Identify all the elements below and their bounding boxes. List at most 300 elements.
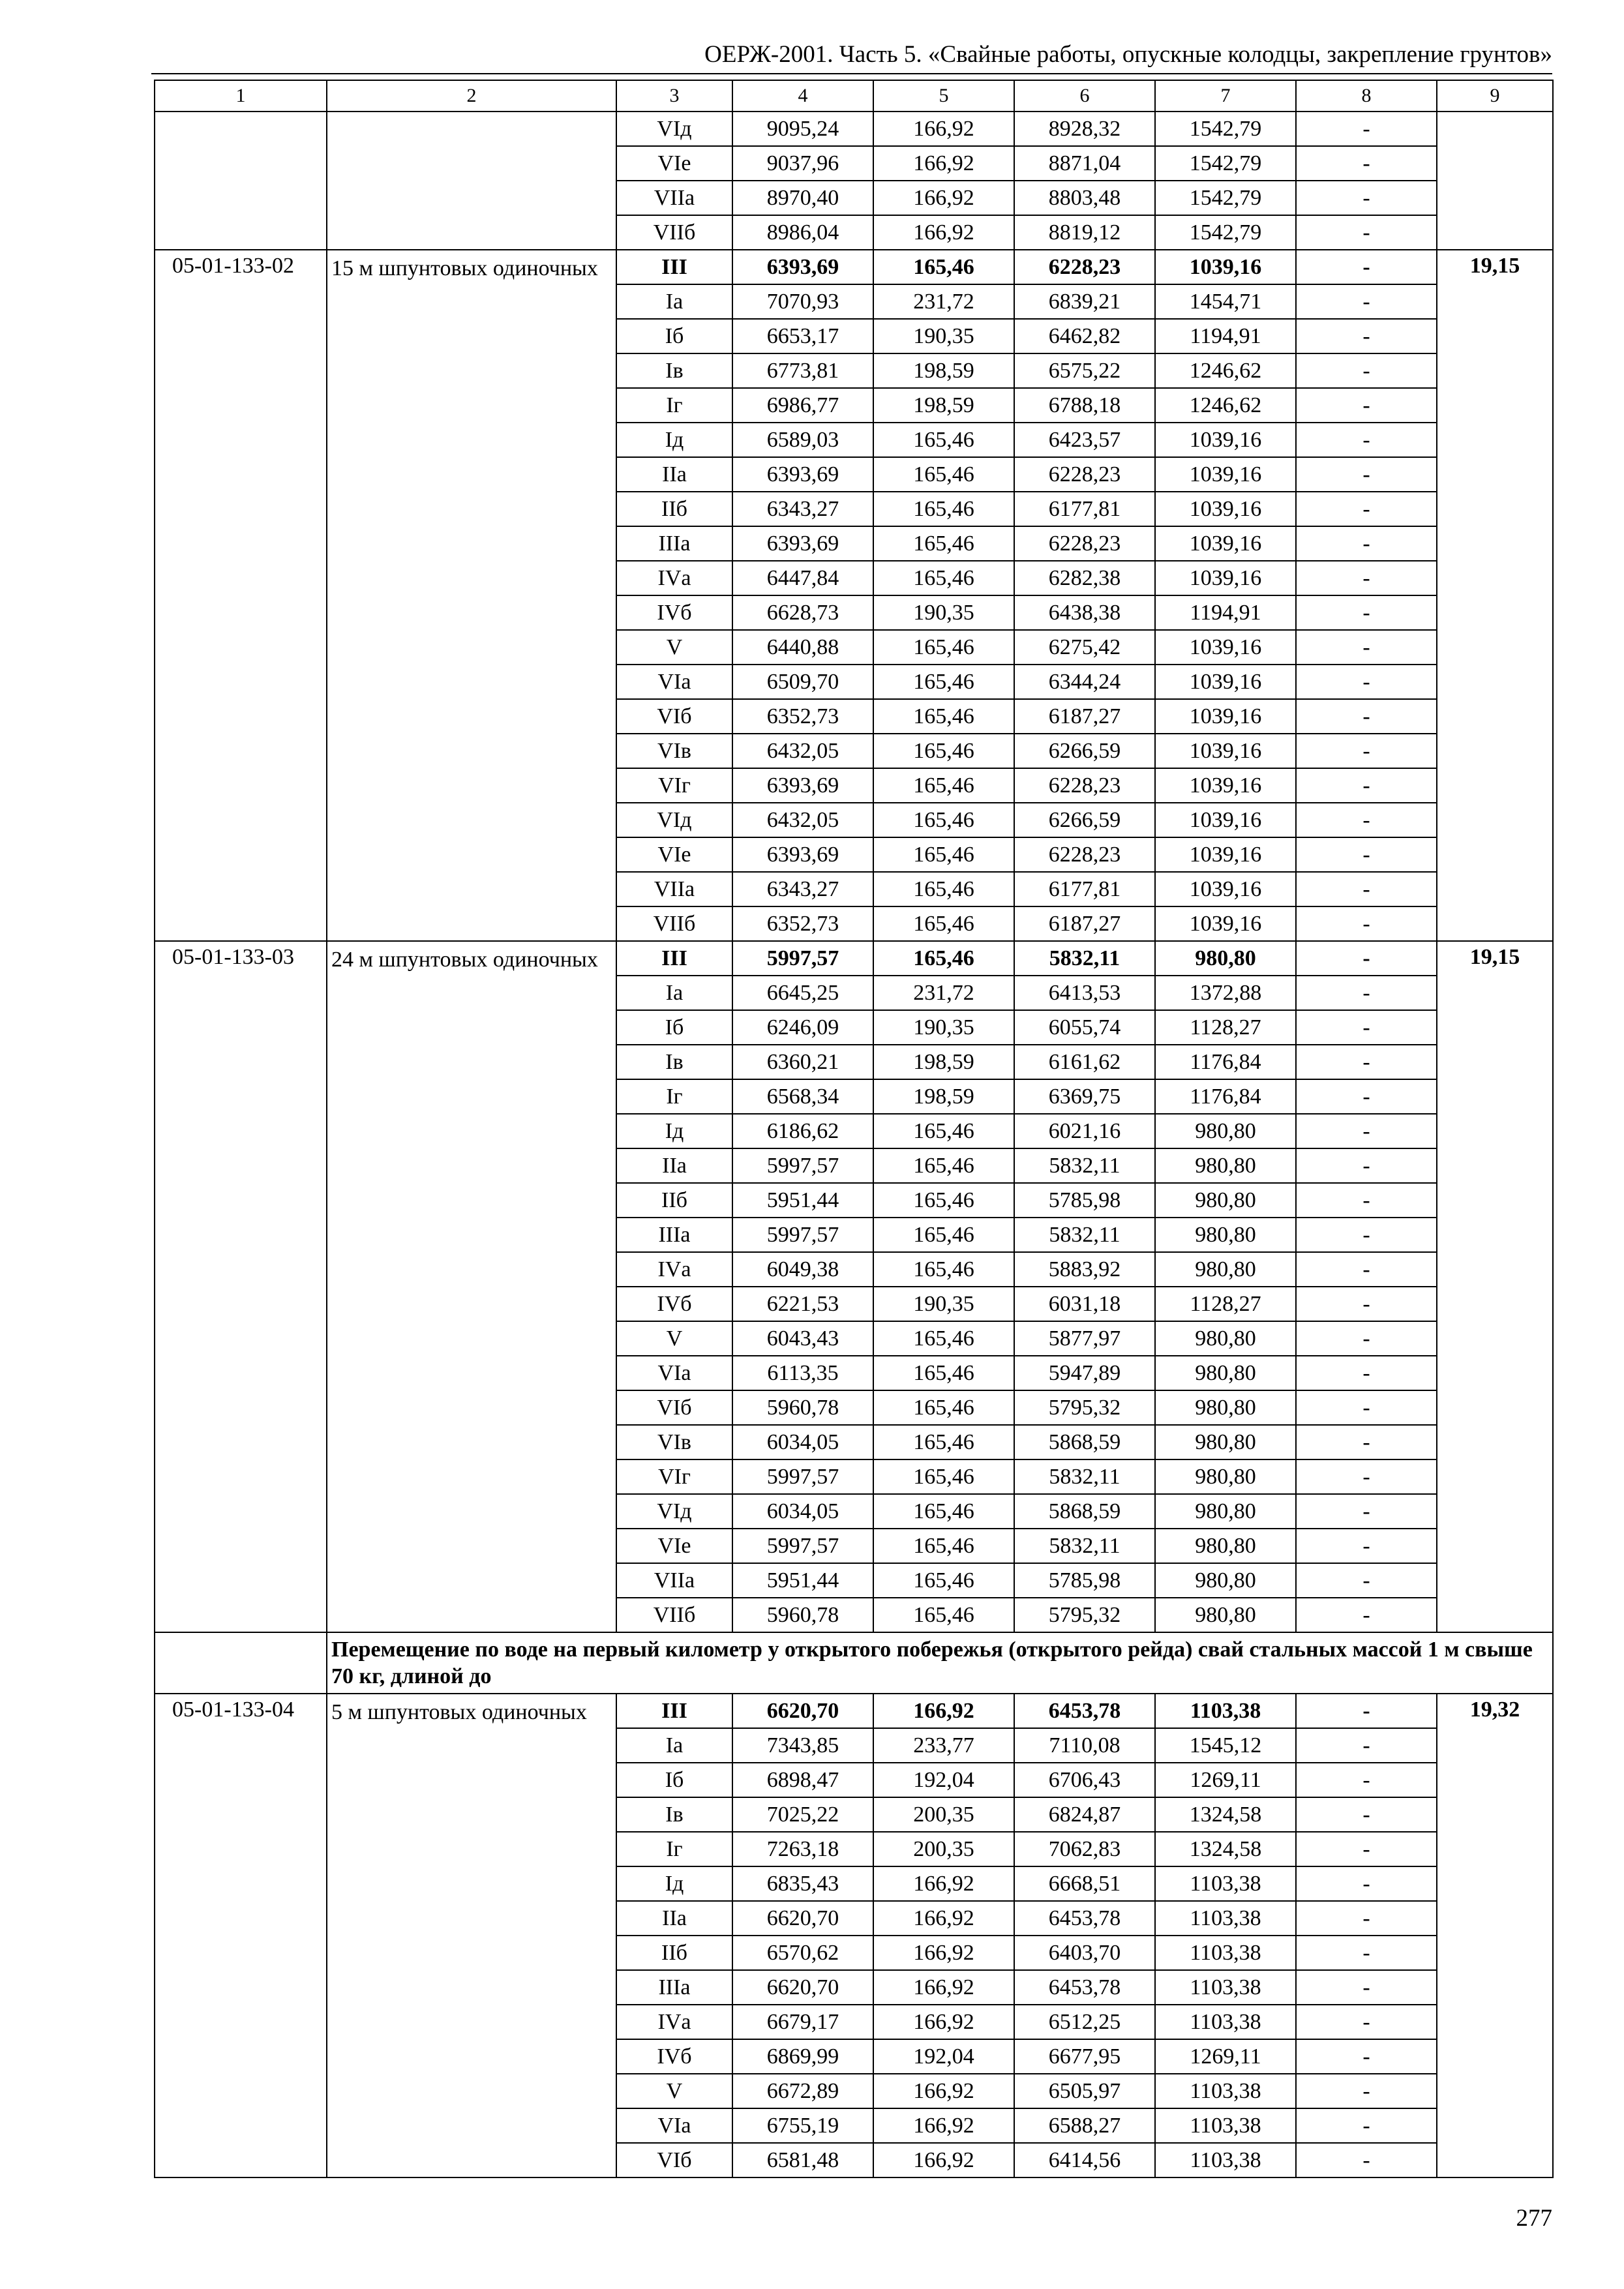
- total-cost: 9037,96: [732, 146, 873, 181]
- zone-code: IVб: [616, 1287, 732, 1321]
- materials-cost: -: [1296, 906, 1437, 941]
- materials-cost: -: [1296, 1529, 1437, 1563]
- machine-cost: 6282,38: [1014, 561, 1155, 595]
- machine-cost: 6228,23: [1014, 250, 1155, 284]
- materials-cost: -: [1296, 1936, 1437, 1970]
- zone-code: VIе: [616, 146, 732, 181]
- zone-code: Iа: [616, 284, 732, 319]
- zone-code: VIа: [616, 665, 732, 699]
- machine-cost: 5832,11: [1014, 1218, 1155, 1252]
- zone-code: Iв: [616, 353, 732, 388]
- machine-cost: 6505,97: [1014, 2074, 1155, 2108]
- column-number: 3: [616, 80, 732, 112]
- zone-code: Iа: [616, 1728, 732, 1763]
- materials-cost: -: [1296, 1252, 1437, 1287]
- materials-cost: -: [1296, 1114, 1437, 1148]
- machine-cost: 5877,97: [1014, 1321, 1155, 1356]
- materials-cost: -: [1296, 837, 1437, 872]
- driver-wages: 980,80: [1155, 1494, 1296, 1529]
- labor-wages: 192,04: [873, 2039, 1014, 2074]
- labor-wages: 165,46: [873, 526, 1014, 561]
- driver-wages: 1039,16: [1155, 734, 1296, 768]
- zone-code: VIб: [616, 699, 732, 734]
- machine-cost: 6266,59: [1014, 734, 1155, 768]
- driver-wages: 1039,16: [1155, 492, 1296, 526]
- driver-wages: 980,80: [1155, 1218, 1296, 1252]
- zone-code: III: [616, 250, 732, 284]
- zone-code: VIIб: [616, 1598, 732, 1632]
- machine-cost: 5868,59: [1014, 1494, 1155, 1529]
- driver-wages: 1039,16: [1155, 906, 1296, 941]
- materials-cost: -: [1296, 1728, 1437, 1763]
- header-rule: [151, 73, 1552, 74]
- labor-wages: 165,46: [873, 1321, 1014, 1356]
- materials-cost: -: [1296, 734, 1437, 768]
- total-cost: 6568,34: [732, 1079, 873, 1114]
- driver-wages: 980,80: [1155, 1114, 1296, 1148]
- labor-wages: 165,46: [873, 1183, 1014, 1218]
- materials-cost: -: [1296, 699, 1437, 734]
- driver-wages: 1246,62: [1155, 388, 1296, 423]
- table-row: [155, 941, 1553, 976]
- document-header: ОЕРЖ-2001. Часть 5. «Свайные работы, опускные колодцы, закрепление грунтов»: [704, 41, 1552, 68]
- total-cost: 6645,25: [732, 976, 873, 1010]
- labor-wages: 165,46: [873, 1459, 1014, 1494]
- total-cost: 6049,38: [732, 1252, 873, 1287]
- zone-code: VIIа: [616, 872, 732, 906]
- total-cost: 6570,62: [732, 1936, 873, 1970]
- labor-wages: 165,46: [873, 1356, 1014, 1390]
- zone-code: VIв: [616, 734, 732, 768]
- labor-wages: 165,46: [873, 457, 1014, 492]
- materials-cost: -: [1296, 561, 1437, 595]
- labor-wages: 166,92: [873, 2108, 1014, 2143]
- labor-wages: 166,92: [873, 181, 1014, 215]
- machine-cost: 6369,75: [1014, 1079, 1155, 1114]
- column-number: 8: [1296, 80, 1437, 112]
- zone-code: VIIа: [616, 181, 732, 215]
- driver-wages: 1542,79: [1155, 215, 1296, 250]
- materials-cost: -: [1296, 1970, 1437, 2005]
- materials-cost: -: [1296, 353, 1437, 388]
- total-cost: 6440,88: [732, 630, 873, 665]
- zone-code: VIв: [616, 1425, 732, 1459]
- labor-wages: 166,92: [873, 215, 1014, 250]
- materials-cost: -: [1296, 2005, 1437, 2039]
- zone-code: IIб: [616, 1936, 732, 1970]
- total-cost: 6432,05: [732, 734, 873, 768]
- zone-code: III: [616, 941, 732, 976]
- machine-cost: 5832,11: [1014, 1148, 1155, 1183]
- materials-cost: -: [1296, 1356, 1437, 1390]
- total-cost: 6672,89: [732, 2074, 873, 2108]
- labor-wages: 166,92: [873, 2005, 1014, 2039]
- driver-wages: 980,80: [1155, 1563, 1296, 1598]
- driver-wages: 1324,58: [1155, 1832, 1296, 1866]
- materials-cost: -: [1296, 284, 1437, 319]
- total-cost: 6393,69: [732, 526, 873, 561]
- labor-wages: 166,92: [873, 1901, 1014, 1936]
- table-row: [155, 1694, 1553, 1728]
- machine-cost: 6788,18: [1014, 388, 1155, 423]
- total-cost: 6509,70: [732, 665, 873, 699]
- machine-cost: 5947,89: [1014, 1356, 1155, 1390]
- total-cost: 7343,85: [732, 1728, 873, 1763]
- zone-code: VIе: [616, 837, 732, 872]
- materials-cost: -: [1296, 492, 1437, 526]
- total-cost: 5960,78: [732, 1598, 873, 1632]
- total-cost: 6352,73: [732, 699, 873, 734]
- materials-cost: -: [1296, 388, 1437, 423]
- labor-hours: 19,15: [1437, 941, 1553, 1632]
- driver-wages: 1039,16: [1155, 423, 1296, 457]
- driver-wages: 1128,27: [1155, 1010, 1296, 1045]
- materials-cost: -: [1296, 595, 1437, 630]
- labor-wages: 166,92: [873, 1936, 1014, 1970]
- total-cost: 6186,62: [732, 1114, 873, 1148]
- work-name: 5 м шпунтовых одиночных: [327, 1694, 616, 2177]
- column-number: 4: [732, 80, 873, 112]
- labor-wages: 165,46: [873, 1114, 1014, 1148]
- rate-code: 05-01-133-03: [155, 941, 327, 1632]
- driver-wages: 1324,58: [1155, 1797, 1296, 1832]
- labor-hours: 19,15: [1437, 250, 1553, 941]
- labor-wages: 165,46: [873, 1218, 1014, 1252]
- machine-cost: 5832,11: [1014, 1459, 1155, 1494]
- labor-wages: 165,46: [873, 1425, 1014, 1459]
- machine-cost: 8803,48: [1014, 181, 1155, 215]
- materials-cost: -: [1296, 2108, 1437, 2143]
- zone-code: Iд: [616, 423, 732, 457]
- zone-code: Iд: [616, 1866, 732, 1901]
- machine-cost: 6344,24: [1014, 665, 1155, 699]
- driver-wages: 1039,16: [1155, 837, 1296, 872]
- labor-wages: 190,35: [873, 1287, 1014, 1321]
- machine-cost: 6824,87: [1014, 1797, 1155, 1832]
- materials-cost: -: [1296, 181, 1437, 215]
- driver-wages: 1545,12: [1155, 1728, 1296, 1763]
- section-row: [155, 1632, 1553, 1694]
- labor-hours: [1437, 112, 1553, 250]
- labor-wages: 165,46: [873, 734, 1014, 768]
- driver-wages: 980,80: [1155, 1529, 1296, 1563]
- driver-wages: 1103,38: [1155, 1694, 1296, 1728]
- labor-wages: 198,59: [873, 353, 1014, 388]
- total-cost: 8986,04: [732, 215, 873, 250]
- zone-code: IIб: [616, 492, 732, 526]
- driver-wages: 980,80: [1155, 1252, 1296, 1287]
- total-cost: 6628,73: [732, 595, 873, 630]
- materials-cost: -: [1296, 1045, 1437, 1079]
- zone-code: IIа: [616, 457, 732, 492]
- zone-code: IIIа: [616, 1218, 732, 1252]
- labor-wages: 233,77: [873, 1728, 1014, 1763]
- materials-cost: -: [1296, 526, 1437, 561]
- labor-wages: 165,46: [873, 768, 1014, 803]
- driver-wages: 980,80: [1155, 941, 1296, 976]
- zone-code: VIг: [616, 1459, 732, 1494]
- labor-wages: 231,72: [873, 976, 1014, 1010]
- column-number: 7: [1155, 80, 1296, 112]
- materials-cost: -: [1296, 1425, 1437, 1459]
- rate-code: 05-01-133-02: [155, 250, 327, 941]
- zone-code: VIа: [616, 2108, 732, 2143]
- machine-cost: 6423,57: [1014, 423, 1155, 457]
- table-body: [155, 80, 1553, 2177]
- zone-code: V: [616, 2074, 732, 2108]
- total-cost: 6043,43: [732, 1321, 873, 1356]
- total-cost: 5997,57: [732, 1218, 873, 1252]
- driver-wages: 1103,38: [1155, 2108, 1296, 2143]
- labor-wages: 165,46: [873, 250, 1014, 284]
- work-name: [327, 112, 616, 250]
- total-cost: 5997,57: [732, 1529, 873, 1563]
- total-cost: 7025,22: [732, 1797, 873, 1832]
- machine-cost: 6839,21: [1014, 284, 1155, 319]
- materials-cost: -: [1296, 1287, 1437, 1321]
- driver-wages: 1039,16: [1155, 526, 1296, 561]
- driver-wages: 1454,71: [1155, 284, 1296, 319]
- total-cost: 6221,53: [732, 1287, 873, 1321]
- driver-wages: 1039,16: [1155, 457, 1296, 492]
- labor-wages: 200,35: [873, 1797, 1014, 1832]
- labor-wages: 166,92: [873, 2143, 1014, 2177]
- machine-cost: 6706,43: [1014, 1763, 1155, 1797]
- machine-cost: 6187,27: [1014, 906, 1155, 941]
- total-cost: 8970,40: [732, 181, 873, 215]
- materials-cost: -: [1296, 1079, 1437, 1114]
- driver-wages: 1269,11: [1155, 2039, 1296, 2074]
- total-cost: 6898,47: [732, 1763, 873, 1797]
- driver-wages: 980,80: [1155, 1356, 1296, 1390]
- machine-cost: 5832,11: [1014, 1529, 1155, 1563]
- machine-cost: 6453,78: [1014, 1694, 1155, 1728]
- driver-wages: 1103,38: [1155, 1866, 1296, 1901]
- materials-cost: -: [1296, 976, 1437, 1010]
- zone-code: VIб: [616, 1390, 732, 1425]
- column-number: 2: [327, 80, 616, 112]
- machine-cost: 6266,59: [1014, 803, 1155, 837]
- work-name: 15 м шпунтовых одиночных: [327, 250, 616, 941]
- materials-cost: -: [1296, 250, 1437, 284]
- materials-cost: -: [1296, 2074, 1437, 2108]
- materials-cost: -: [1296, 1390, 1437, 1425]
- machine-cost: 6177,81: [1014, 872, 1155, 906]
- driver-wages: 1103,38: [1155, 2074, 1296, 2108]
- total-cost: 9095,24: [732, 112, 873, 146]
- total-cost: 5951,44: [732, 1183, 873, 1218]
- labor-wages: 165,46: [873, 1529, 1014, 1563]
- materials-cost: -: [1296, 319, 1437, 353]
- driver-wages: 980,80: [1155, 1321, 1296, 1356]
- materials-cost: -: [1296, 215, 1437, 250]
- section-blank-cell: [155, 1632, 327, 1694]
- driver-wages: 980,80: [1155, 1598, 1296, 1632]
- machine-cost: 6275,42: [1014, 630, 1155, 665]
- price-table: [154, 80, 1554, 2178]
- driver-wages: 980,80: [1155, 1148, 1296, 1183]
- driver-wages: 1269,11: [1155, 1763, 1296, 1797]
- materials-cost: -: [1296, 1321, 1437, 1356]
- machine-cost: 6575,22: [1014, 353, 1155, 388]
- materials-cost: -: [1296, 457, 1437, 492]
- driver-wages: 1039,16: [1155, 665, 1296, 699]
- labor-wages: 198,59: [873, 1045, 1014, 1079]
- driver-wages: 1542,79: [1155, 181, 1296, 215]
- zone-code: IVа: [616, 2005, 732, 2039]
- machine-cost: 6403,70: [1014, 1936, 1155, 1970]
- rate-code: 05-01-133-04: [155, 1694, 327, 2177]
- zone-code: IIб: [616, 1183, 732, 1218]
- total-cost: 6432,05: [732, 803, 873, 837]
- labor-wages: 198,59: [873, 388, 1014, 423]
- total-cost: 6773,81: [732, 353, 873, 388]
- materials-cost: -: [1296, 2039, 1437, 2074]
- machine-cost: 6512,25: [1014, 2005, 1155, 2039]
- machine-cost: 6055,74: [1014, 1010, 1155, 1045]
- zone-code: VIе: [616, 1529, 732, 1563]
- total-cost: 6679,17: [732, 2005, 873, 2039]
- machine-cost: 8928,32: [1014, 112, 1155, 146]
- zone-code: Iб: [616, 1010, 732, 1045]
- zone-code: Iг: [616, 1832, 732, 1866]
- machine-cost: 6161,62: [1014, 1045, 1155, 1079]
- driver-wages: 980,80: [1155, 1390, 1296, 1425]
- column-number-row: [155, 80, 1553, 112]
- driver-wages: 1372,88: [1155, 976, 1296, 1010]
- total-cost: 5997,57: [732, 1459, 873, 1494]
- labor-wages: 165,46: [873, 1252, 1014, 1287]
- driver-wages: 980,80: [1155, 1183, 1296, 1218]
- driver-wages: 1039,16: [1155, 561, 1296, 595]
- zone-code: Iг: [616, 388, 732, 423]
- total-cost: 5951,44: [732, 1563, 873, 1598]
- zone-code: VIд: [616, 803, 732, 837]
- driver-wages: 1103,38: [1155, 1936, 1296, 1970]
- zone-code: Iг: [616, 1079, 732, 1114]
- total-cost: 6620,70: [732, 1901, 873, 1936]
- driver-wages: 1103,38: [1155, 2143, 1296, 2177]
- machine-cost: 5868,59: [1014, 1425, 1155, 1459]
- materials-cost: -: [1296, 1694, 1437, 1728]
- labor-wages: 190,35: [873, 1010, 1014, 1045]
- total-cost: 6447,84: [732, 561, 873, 595]
- materials-cost: -: [1296, 1866, 1437, 1901]
- total-cost: 6986,77: [732, 388, 873, 423]
- materials-cost: -: [1296, 1901, 1437, 1936]
- driver-wages: 1103,38: [1155, 1901, 1296, 1936]
- machine-cost: 6668,51: [1014, 1866, 1155, 1901]
- total-cost: 6393,69: [732, 837, 873, 872]
- materials-cost: -: [1296, 872, 1437, 906]
- total-cost: 5997,57: [732, 1148, 873, 1183]
- machine-cost: 7062,83: [1014, 1832, 1155, 1866]
- driver-wages: 1039,16: [1155, 630, 1296, 665]
- zone-code: VIд: [616, 112, 732, 146]
- zone-code: Iв: [616, 1797, 732, 1832]
- materials-cost: -: [1296, 941, 1437, 976]
- materials-cost: -: [1296, 1563, 1437, 1598]
- driver-wages: 1176,84: [1155, 1045, 1296, 1079]
- zone-code: Iа: [616, 976, 732, 1010]
- machine-cost: 6453,78: [1014, 1901, 1155, 1936]
- labor-wages: 192,04: [873, 1763, 1014, 1797]
- labor-wages: 165,46: [873, 492, 1014, 526]
- work-name: 24 м шпунтовых одиночных: [327, 941, 616, 1632]
- zone-code: VIIб: [616, 215, 732, 250]
- materials-cost: -: [1296, 1218, 1437, 1252]
- labor-wages: 165,46: [873, 1148, 1014, 1183]
- machine-cost: 5832,11: [1014, 941, 1155, 976]
- driver-wages: 1542,79: [1155, 146, 1296, 181]
- labor-wages: 200,35: [873, 1832, 1014, 1866]
- page-number: 277: [1516, 2205, 1552, 2232]
- labor-wages: 165,46: [873, 837, 1014, 872]
- driver-wages: 1542,79: [1155, 112, 1296, 146]
- zone-code: IVб: [616, 2039, 732, 2074]
- labor-hours: 19,32: [1437, 1694, 1553, 2177]
- driver-wages: 1103,38: [1155, 1970, 1296, 2005]
- zone-code: VIд: [616, 1494, 732, 1529]
- zone-code: IVа: [616, 1252, 732, 1287]
- rate-code: [155, 112, 327, 250]
- total-cost: 6343,27: [732, 872, 873, 906]
- labor-wages: 198,59: [873, 1079, 1014, 1114]
- zone-code: IIа: [616, 1148, 732, 1183]
- total-cost: 6393,69: [732, 457, 873, 492]
- zone-code: IVа: [616, 561, 732, 595]
- labor-wages: 165,46: [873, 699, 1014, 734]
- driver-wages: 1039,16: [1155, 250, 1296, 284]
- materials-cost: -: [1296, 1832, 1437, 1866]
- machine-cost: 5795,32: [1014, 1390, 1155, 1425]
- total-cost: 6869,99: [732, 2039, 873, 2074]
- labor-wages: 165,46: [873, 906, 1014, 941]
- driver-wages: 1176,84: [1155, 1079, 1296, 1114]
- table-row: [155, 112, 1553, 146]
- materials-cost: -: [1296, 1010, 1437, 1045]
- materials-cost: -: [1296, 768, 1437, 803]
- machine-cost: 6228,23: [1014, 768, 1155, 803]
- labor-wages: 165,46: [873, 423, 1014, 457]
- machine-cost: 5785,98: [1014, 1563, 1155, 1598]
- driver-wages: 980,80: [1155, 1425, 1296, 1459]
- total-cost: 6034,05: [732, 1494, 873, 1529]
- machine-cost: 6228,23: [1014, 457, 1155, 492]
- labor-wages: 166,92: [873, 146, 1014, 181]
- machine-cost: 8819,12: [1014, 215, 1155, 250]
- labor-wages: 165,46: [873, 1390, 1014, 1425]
- labor-wages: 165,46: [873, 872, 1014, 906]
- materials-cost: -: [1296, 1598, 1437, 1632]
- total-cost: 7263,18: [732, 1832, 873, 1866]
- total-cost: 6034,05: [732, 1425, 873, 1459]
- labor-wages: 166,92: [873, 1970, 1014, 2005]
- labor-wages: 166,92: [873, 1866, 1014, 1901]
- machine-cost: 6177,81: [1014, 492, 1155, 526]
- labor-wages: 231,72: [873, 284, 1014, 319]
- zone-code: V: [616, 630, 732, 665]
- machine-cost: 6462,82: [1014, 319, 1155, 353]
- total-cost: 6343,27: [732, 492, 873, 526]
- labor-wages: 190,35: [873, 319, 1014, 353]
- machine-cost: 5785,98: [1014, 1183, 1155, 1218]
- column-number: 1: [155, 80, 327, 112]
- machine-cost: 6677,95: [1014, 2039, 1155, 2074]
- materials-cost: -: [1296, 1763, 1437, 1797]
- column-number: 5: [873, 80, 1014, 112]
- zone-code: VIа: [616, 1356, 732, 1390]
